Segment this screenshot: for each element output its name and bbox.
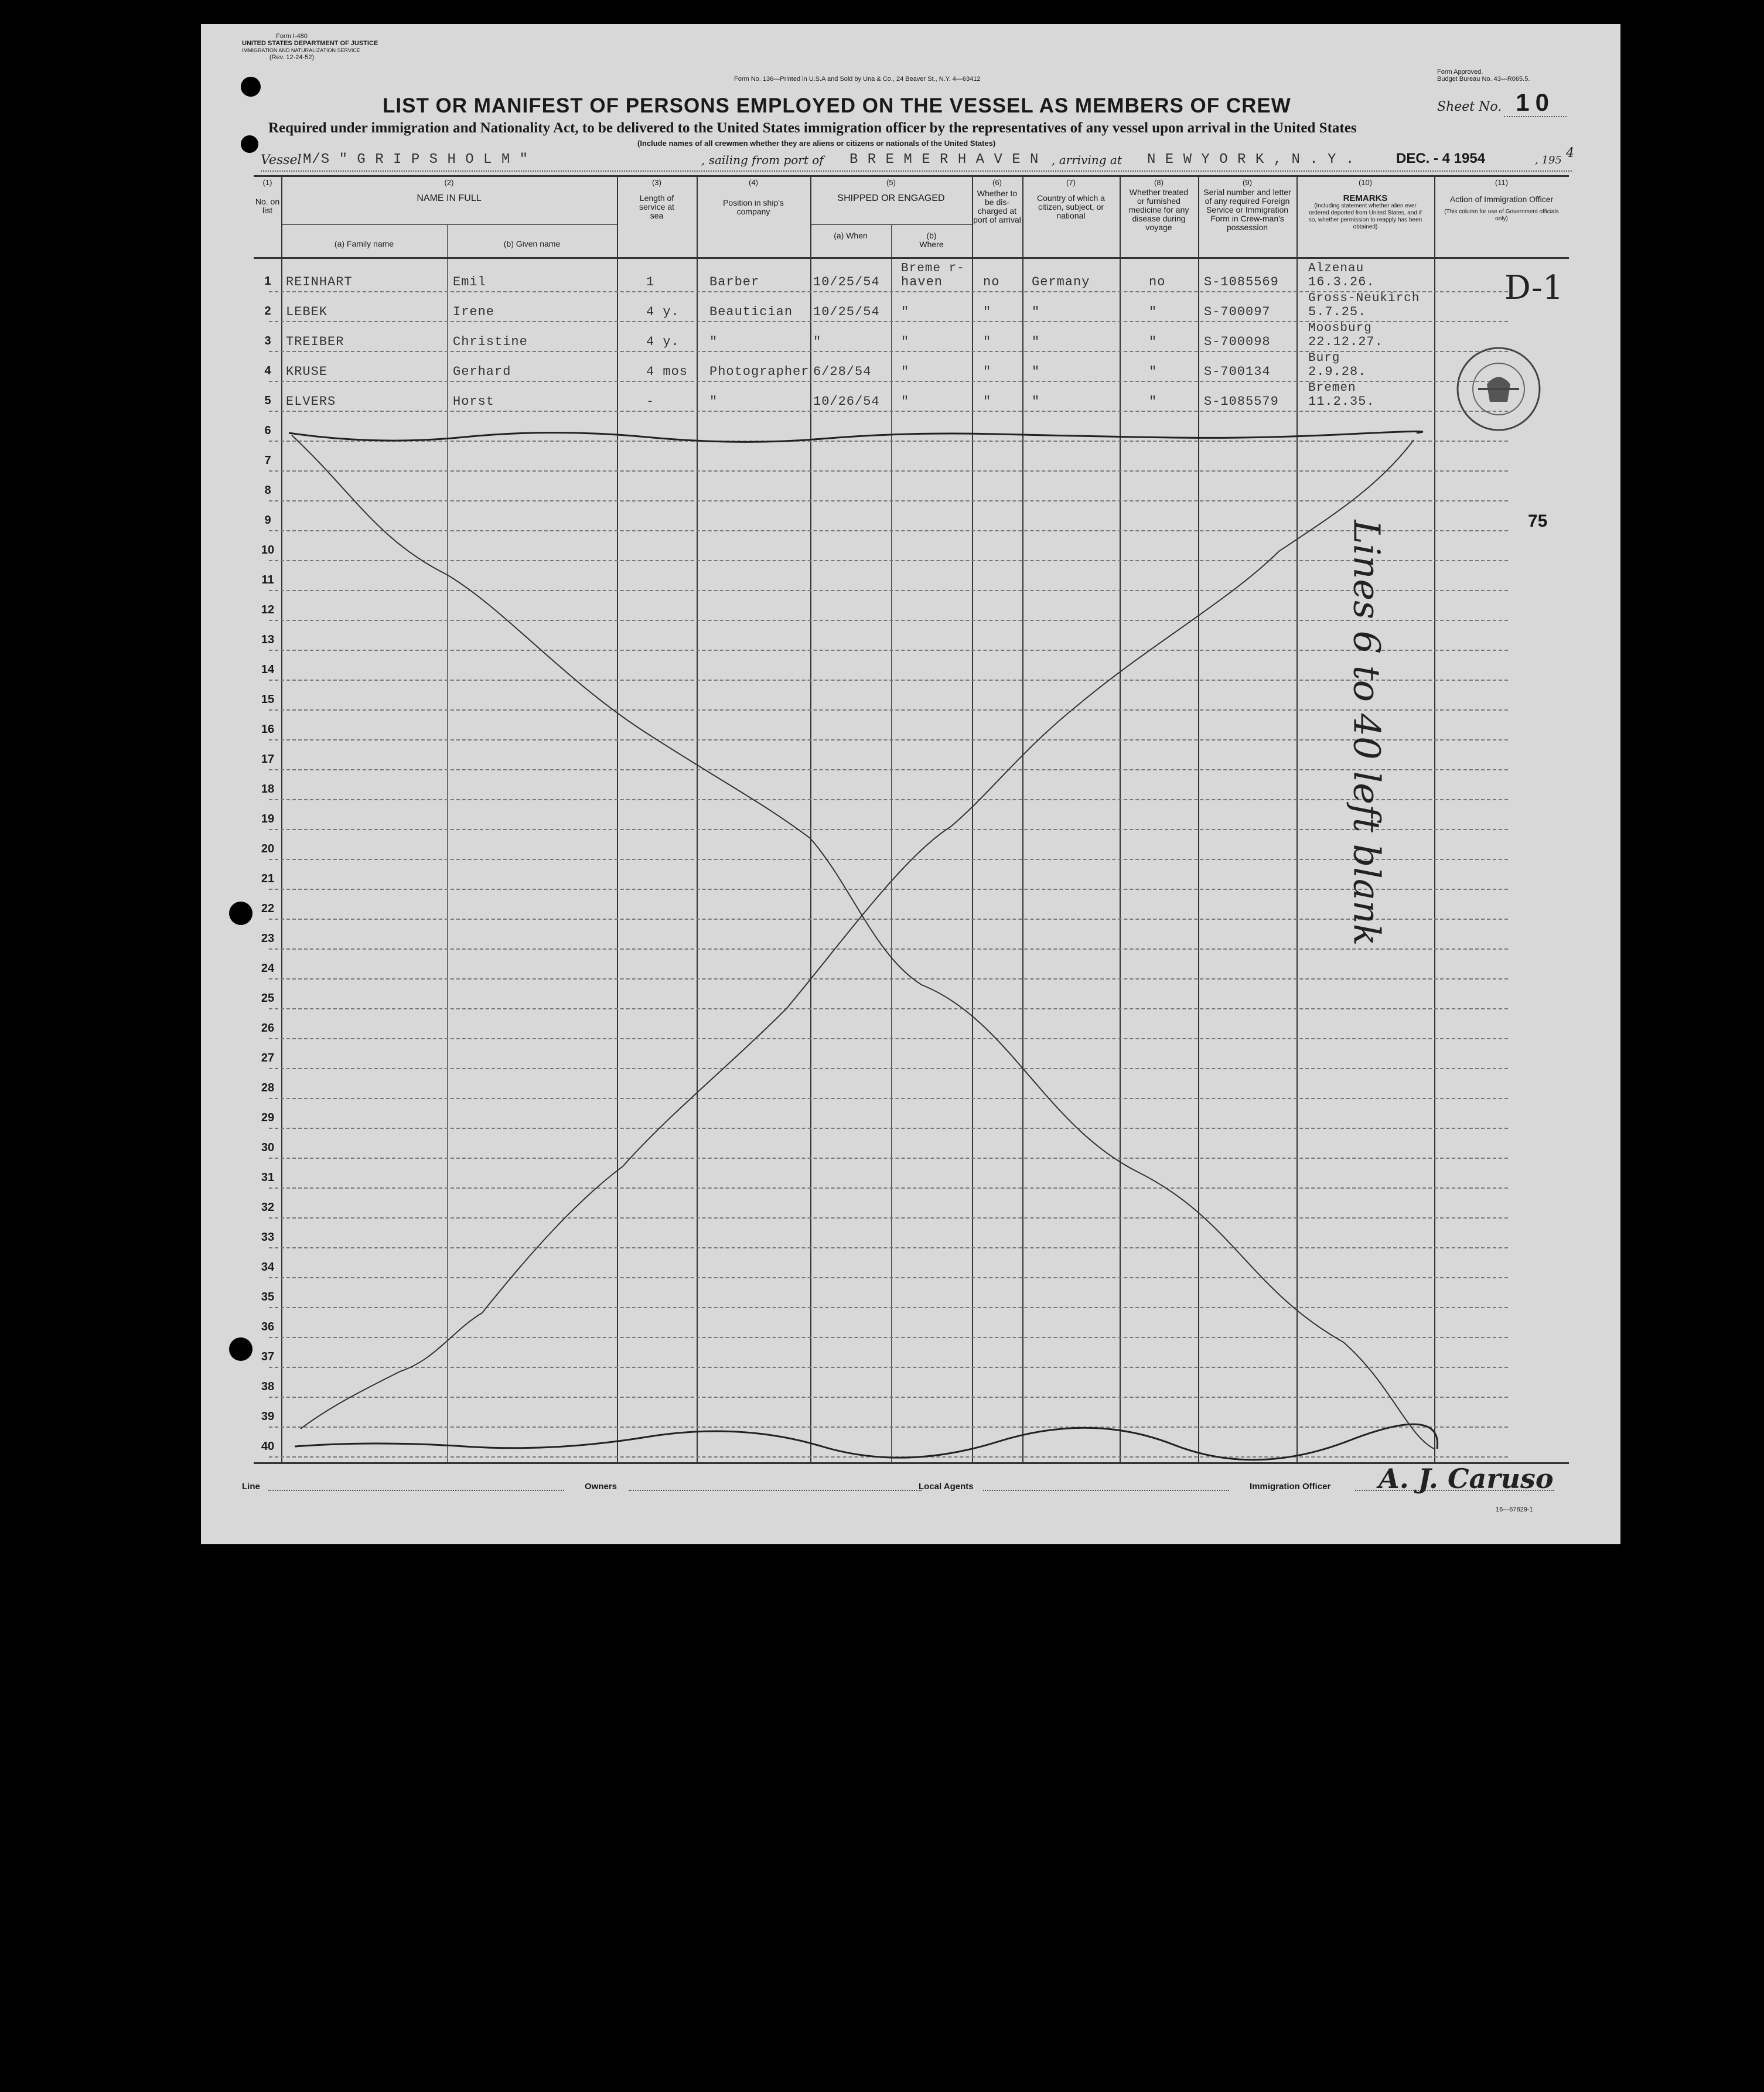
row-number: 3: [264, 335, 271, 347]
vessel-label: Vessel: [261, 153, 302, 168]
lines-left-blank-note: Lines 6 to 40 left blank: [1345, 520, 1388, 946]
crew-discharged: ": [983, 305, 992, 319]
printer-note: Form No. 136—Printed in U.S.A and Sold by Una & Co., 24 Beaver St., N.Y. 4—63412: [734, 76, 981, 83]
crew-shipped-when: 10/25/54: [813, 275, 880, 289]
col4-label: Position in ship's company: [723, 198, 784, 216]
crew-shipped-where-top: Breme r-: [901, 262, 965, 275]
crew-position: Beautician: [709, 305, 793, 319]
page-title: LIST OR MANIFEST OF PERSONS EMPLOYED ON THE VESSEL AS MEMBERS OF CREW: [383, 94, 1291, 117]
col3-number: (3): [652, 178, 661, 187]
row-number: 35: [261, 1291, 275, 1303]
col10-label: REMARKS: [1343, 193, 1388, 203]
col5-number: (5): [886, 178, 896, 187]
row-number: 29: [261, 1111, 275, 1124]
col7-label: Country of which a citizen, subject, or national: [1037, 193, 1105, 220]
col2a-label: (a) Family name: [334, 239, 394, 248]
count-annotation: 75: [1528, 511, 1548, 531]
crew-remark-place: Burg: [1308, 351, 1340, 365]
row-number: 27: [261, 1052, 275, 1064]
crew-country: ": [1032, 364, 1040, 379]
owners-label: Owners: [585, 1482, 617, 1492]
row-number: 21: [261, 872, 275, 885]
col4-number: (4): [749, 178, 758, 187]
col5a-label: (a) When: [834, 231, 868, 240]
row-number: 13: [261, 633, 275, 646]
row-number: 37: [261, 1350, 275, 1363]
row-number: 16: [261, 723, 275, 736]
line-label: Line: [242, 1482, 260, 1492]
bottom-wavy-line: [295, 1424, 1438, 1460]
punch-hole-icon: [229, 902, 253, 925]
row-number: 12: [261, 603, 275, 616]
crew-family-name: REINHART: [286, 275, 353, 289]
row-number: 34: [261, 1261, 275, 1274]
crew-shipped-when: 10/25/54: [813, 305, 880, 319]
col1-number: (1): [262, 178, 272, 187]
crew-remark-place: Gross-Neukirch: [1308, 292, 1420, 305]
punch-hole-icon: [241, 77, 261, 97]
col3-label: Length of service at sea: [639, 193, 674, 220]
crew-shipped-when: 6/28/54: [813, 364, 872, 379]
departure-port: B R E M E R H A V E N: [849, 152, 1039, 168]
row-number: 24: [261, 962, 275, 975]
top-wavy-line: [289, 431, 1422, 442]
col10-number: (10): [1358, 178, 1373, 187]
crew-family-name: ELVERS: [286, 394, 336, 409]
crew-medicine: ": [1149, 305, 1158, 319]
crew-shipped-when: ": [813, 335, 822, 349]
row-number: 28: [261, 1081, 275, 1094]
col8-number: (8): [1154, 178, 1164, 187]
crew-family-name: TREIBER: [286, 335, 344, 349]
crew-service-length: -: [646, 394, 655, 409]
crew-country: ": [1032, 305, 1040, 319]
row-number: 17: [261, 753, 275, 766]
crew-medicine: no: [1149, 275, 1166, 289]
agents-label: Local Agents: [919, 1482, 974, 1492]
cross-line-down: [292, 435, 1434, 1449]
row-number: 11: [261, 574, 274, 586]
crew-service-length: 4 mos: [646, 364, 688, 379]
crew-given-name: Emil: [453, 275, 486, 289]
officer-mark: D-1: [1504, 269, 1564, 307]
row-number: 5: [264, 394, 271, 407]
crew-family-name: LEBEK: [286, 305, 328, 319]
year-digit: 4: [1566, 146, 1574, 161]
col11-number: (11): [1495, 178, 1509, 187]
crew-serial-number: S-700097: [1204, 305, 1271, 319]
line-field: [268, 1490, 564, 1491]
row-number: 39: [261, 1410, 275, 1423]
col5-label: SHIPPED OR ENGAGED: [837, 193, 945, 203]
col2-number: (2): [444, 178, 454, 187]
row-number: 38: [261, 1380, 275, 1393]
crew-shipped-where: ": [901, 364, 910, 379]
service-name: IMMIGRATION AND NATURALIZATION SERVICE: [242, 47, 360, 53]
crew-shipped-when: 10/26/54: [813, 394, 880, 409]
col2b-label: (b) Given name: [503, 239, 561, 248]
punch-hole-icon: [229, 1337, 253, 1361]
row-number: 20: [261, 842, 275, 855]
sheet-number: 10: [1504, 88, 1567, 117]
sailing-label: , sailing from port of: [701, 153, 824, 167]
approved-label: Form Approved.: [1437, 69, 1483, 76]
crew-serial-number: S-1085579: [1204, 394, 1279, 409]
crew-serial-number: S-1085569: [1204, 275, 1279, 289]
row-number: 31: [261, 1171, 275, 1184]
year-prefix: , 195: [1535, 154, 1562, 166]
row-number: 36: [261, 1320, 275, 1333]
crew-discharged: ": [983, 335, 992, 349]
arrival-port: N E W Y O R K , N . Y .: [1147, 152, 1355, 168]
col9-label: Serial number and letter of any required Foreign Service or Immigration Form in Crew-man's possession: [1203, 187, 1291, 232]
col11-note: (This column for use of Government officials only): [1444, 209, 1559, 222]
row-number: 33: [261, 1231, 275, 1244]
crew-country: ": [1032, 394, 1040, 409]
crew-service-length: 4 y.: [646, 335, 680, 349]
subtitle: Required under immigration and Nationality Act, to be delivered to the United States immigration officer by the representatives of any vessel upon arrival in the United States: [268, 120, 1357, 136]
vessel-name: M/S " G R I P S H O L M ": [303, 152, 529, 168]
crew-country: Germany: [1032, 275, 1090, 289]
crew-shipped-where: haven: [901, 275, 943, 289]
crew-country: ": [1032, 335, 1040, 349]
row-number: 32: [261, 1201, 275, 1214]
manifest-sheet: [201, 24, 1620, 1544]
col1-label: No. on list: [255, 197, 280, 215]
form-revision: (Rev. 12-24-52): [269, 54, 315, 61]
crew-remark: 22.12.27.: [1308, 335, 1383, 349]
crew-medicine: ": [1149, 335, 1158, 349]
crew-shipped-where: ": [901, 394, 910, 409]
footer-line: [242, 1463, 1566, 1499]
col9-number: (9): [1243, 178, 1252, 187]
crew-position: ": [709, 335, 718, 349]
crew-remark: 2.9.28.: [1308, 364, 1367, 379]
crew-family-name: KRUSE: [286, 364, 328, 379]
budget-label: Budget Bureau No. 43—R065.5.: [1437, 76, 1530, 83]
officer-signature: A. J. Caruso: [1379, 1463, 1554, 1494]
crew-remark: 5.7.25.: [1308, 305, 1367, 319]
sheet-label: Sheet No.: [1437, 100, 1502, 114]
row-number: 7: [264, 454, 271, 467]
row-number: 9: [264, 514, 271, 527]
crew-remark-place: Bremen: [1308, 381, 1356, 395]
arrival-date-stamp: DEC. - 4 1954: [1396, 151, 1486, 166]
crew-medicine: ": [1149, 394, 1158, 409]
row-number: 8: [264, 484, 271, 497]
col11-label: Action of Immigration Officer: [1449, 194, 1554, 204]
row-number: 23: [261, 932, 275, 945]
arriving-label: , arriving at: [1052, 153, 1122, 167]
row-number: 10: [261, 544, 275, 557]
form-code: 16—67829-1: [1496, 1506, 1533, 1513]
crew-discharged: no: [983, 275, 1000, 289]
agency-name: UNITED STATES DEPARTMENT OF JUSTICE: [242, 40, 378, 47]
row-number: 30: [261, 1141, 275, 1154]
crew-given-name: Gerhard: [453, 364, 511, 379]
col10-note: (Including statement whether alien ever ordered deported from United States, and if so, whether permission to reapply has been obtained): [1308, 203, 1422, 230]
row-number: 26: [261, 1022, 275, 1035]
crew-discharged: ": [983, 364, 992, 379]
col6-number: (6): [992, 178, 1002, 187]
seal-stamp-icon: [1443, 337, 1548, 437]
form-number: Form I-480: [276, 33, 308, 40]
row-number: 4: [264, 364, 271, 377]
col2-label: NAME IN FULL: [417, 193, 482, 203]
row-number: 22: [261, 902, 275, 915]
row-number: 19: [261, 813, 275, 825]
crew-shipped-where: ": [901, 305, 910, 319]
crew-service-length: 4 y.: [646, 305, 680, 319]
crew-remark-place: Alzenau: [1308, 262, 1364, 275]
row-number: 18: [261, 783, 275, 796]
crew-remark: 11.2.35.: [1308, 394, 1375, 409]
crew-shipped-where: ": [901, 335, 910, 349]
crew-position: Photographer: [709, 364, 810, 379]
agents-field: [983, 1490, 1229, 1491]
row-number: 6: [264, 424, 271, 437]
row-number: 14: [261, 663, 275, 676]
crew-serial-number: S-700134: [1204, 364, 1271, 379]
crew-given-name: Horst: [453, 394, 495, 409]
crew-serial-number: S-700098: [1204, 335, 1271, 349]
crew-position: ": [709, 394, 718, 409]
officer-label: Immigration Officer: [1250, 1482, 1331, 1492]
row-number: 15: [261, 693, 275, 706]
col8-label: Whether treated or furnished medicine for any disease during voyage: [1128, 187, 1189, 232]
owners-field: [629, 1490, 922, 1491]
crew-given-name: Irene: [453, 305, 495, 319]
row-number: 1: [264, 275, 271, 288]
crew-medicine: ": [1149, 364, 1158, 379]
cross-out-marks: [201, 24, 1620, 1544]
col6-label: Whether to be dis-charged at port of arrival: [973, 189, 1021, 224]
include-note: (Include names of all crewmen whether they are aliens or citizens or nationals of the United States): [637, 139, 996, 148]
crew-remark-place: Moosburg: [1308, 322, 1372, 335]
row-number: 25: [261, 992, 275, 1005]
crew-remark: 16.3.26.: [1308, 275, 1375, 289]
col7-number: (7): [1066, 178, 1076, 187]
crew-position: Barber: [709, 275, 760, 289]
col5b-label: (b) Where: [919, 231, 944, 249]
row-number: 2: [264, 305, 271, 318]
punch-hole-icon: [241, 135, 258, 153]
crew-service-length: 1: [646, 275, 655, 289]
crew-discharged: ": [983, 394, 992, 409]
crew-given-name: Christine: [453, 335, 528, 349]
row-number: 40: [261, 1440, 275, 1453]
